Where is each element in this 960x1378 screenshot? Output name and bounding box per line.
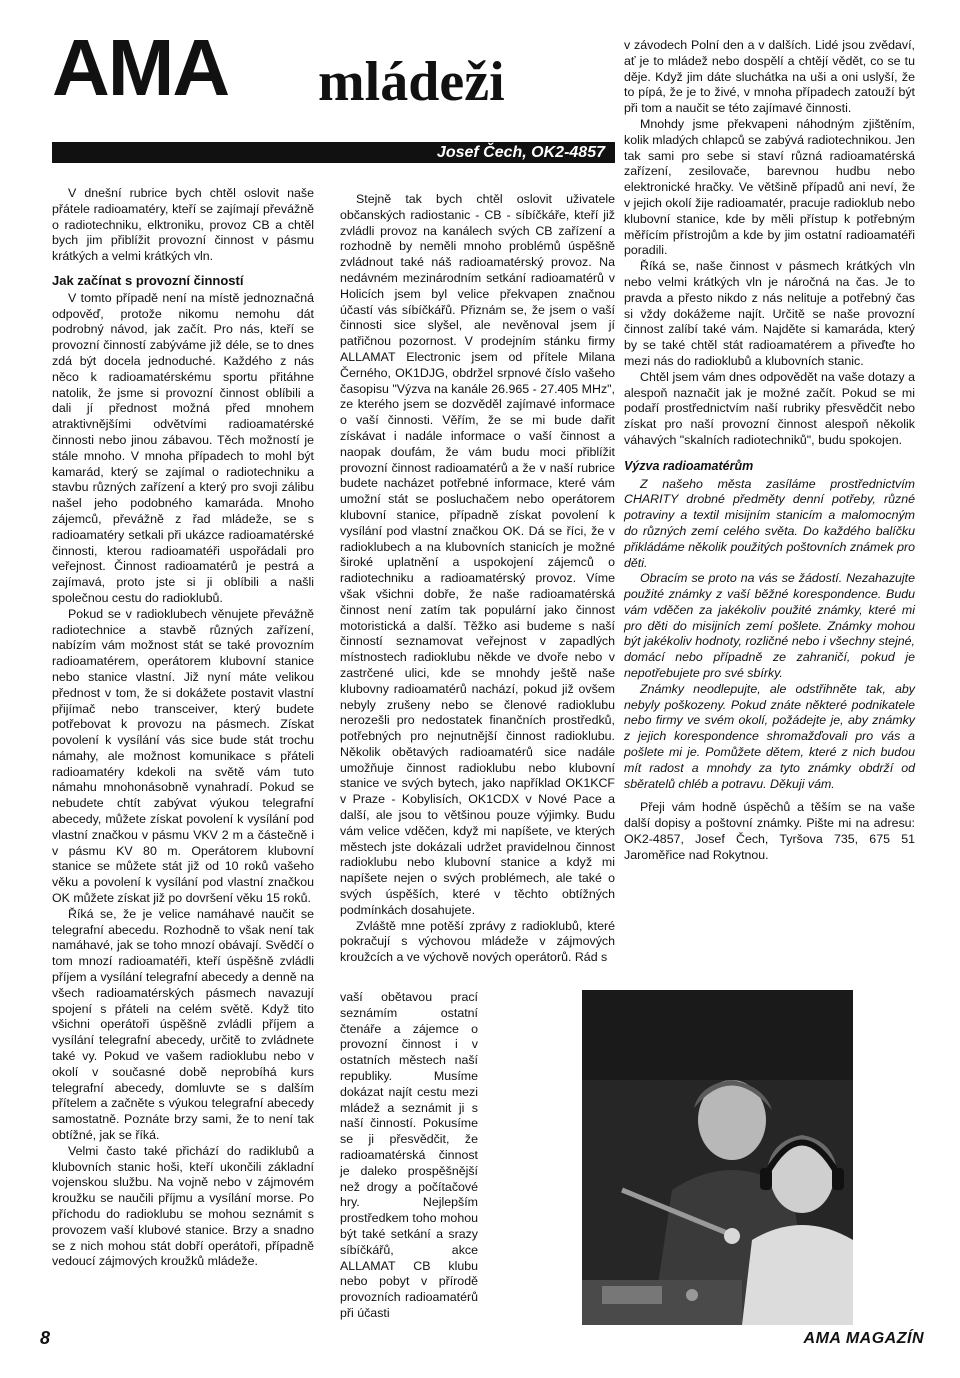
paragraph: v závodech Polní den a v dalších. Lidé jsou zvědaví, ať je to mládež nebo dospělí a chtějí vědět, co se tu děje. Když jim dáte sluchátka na uši a oni uslyší, že to pípá, že je to živé, v mnoha případech zatouží být při tom a naučit se této zajímavé činnosti. bbox=[624, 38, 915, 116]
column-3 bbox=[624, 38, 915, 864]
paragraph: Mnohdy jsme překvapeni náhodným zjištěním, kolik mladých chlapců se zabývá radiotechnikou. Jen tak sami pro sebe si staví různá radioamatérská zařízení, zesilovače, barevnou hudbu nebo elektronické hračky. Ve většině případů ani neví, že v jejich okolí žije radioamatér, pracuje radioklub nebo klubovní stanice, kde by měli přístup k potřebným měřícím přístrojům a kde by jim ostatní radioamatéři poradili. bbox=[624, 116, 915, 258]
paragraph: Říká se, že je velice namáhavé naučit se telegrafní abecedu. Rozhodně to však není tak namáhavé, jak se toho mnozí obávají. Svědčí o tom mnozí radioamatéři, kteří úspěšně zvládli příjem a vysílání telegrafní abecedy a denně na všech radioamatérských pásmech navazují spojení s přáteli na celém světě. Když tito všichni operátoři úspěšně zvládli příjem a vysílání telegrafní abecedy, určitě to zvládnete také vy. Pokud ve vašem radioklubu nebo v okolí v současné době neprobíhá kurs telegrafní abecedy, domluvte se s dalším přítelem a začněte s výukou telegrafní abecedy samostatně. Poznáte brzy sami, že to není tak obtížné, jak se říká. bbox=[52, 906, 314, 1143]
section-heading: Jak začínat s provozní činností bbox=[52, 272, 244, 288]
closing-paragraph: Přeji vám hodně úspěchů a těším se na vaše další dopisy a poštovní známky. Pište mi na adresu: OK2-4857, Josef Čech, Tyršova 735, 675 51 Jaroměřice nad Rokytnou. bbox=[624, 800, 915, 862]
appeal-heading: Výzva radioamatérům bbox=[624, 458, 754, 473]
paragraph: Zvláště mne potěší zprávy z radioklubů, které pokračují s výchovou mládeže v zájmových kroužcích a ve výchově nových operátorů. Rád s bbox=[340, 918, 615, 965]
paragraph: Stejně tak bych chtěl oslovit uživatele občanských radiostanic - CB - síbíčkáře, kteří již zvládli provoz na kanálech svých CB zařízení a rozhodně by neměli mnoho problémů úspěšně zvládnout také náš radioamatérský provoz. Na nedávném mezinárodním setkání radioamatérů v Holicích jsem byl velice překvapen značnou účastí vás síbíčkářů. Přiznám se, že jsem o vaší činnosti sice slyšel, ale nevěnoval jsem jí patřičnou pozornost. V prodejním stánku firmy ALLAMAT Electronic jsem od přítele Milana Černého, OK1DJG, obdržel srpnové číslo vašeho časopisu "Výzva na kanále 26.965 - 27.405 MHz", ze kterého jsem se dozvěděl zajímavé informace o vaší činnosti. Věřím, že se mi bude dařit získávat i nadále informace o vaší činnost a naopak doufám, že vám budu moci přiblížit provozní činnost radioamatérů a že v naší rubrice budete nacházet potřebné informace, které vám umožní stát se posluchačem nebo operátorem klubovní stanice, případně získat povolení k vysílání pod vlastní značkou OK. Dá se říci, že v radioklubech a na klubovních stanicích je možné široké uplatnění a uspokojení zájemců o radiotechniku a radioamatérský provoz. Víme však všichni dobře, že naše radioamatérská činnost není zatím tak populární jako činnost motoristická a další. Těžko asi budeme s naší činností seznamovat veřejnost v zapadlých místnostech radioklubu někde ve dvoře nebo v zastrčené ulici, kde se mnohdy ještě naše klubovny radioamatérů nachází, pokud již ovšem nebyly zrušeny nebo se členové radioklubu nerozešli pro nedostatek finančních prostředků, potřebných pro nejnutnější činnost radioklubu. Několik obětavých radioamatérů sice nadále umožňuje činnost radioklubu nebo klubovní stanice ve svých bytech, jako například OK1KCF v Praze - Kobylisích, OK1CDX v Nové Pace a další, ale jsou to většinou pouze výjimky. Budu vám velice vděčen, když mi napíšete, ve kterých městech jste dokázali udržet pravidelnou činnost radioklubu nebo klubovní stanice a když mi napíšete nejen o svých problémech, ale také o svých úspěších, které v těchto obtížných podmínkách dosahujete. bbox=[340, 192, 615, 917]
logo-ama: AMA bbox=[52, 23, 229, 112]
intro-paragraph: V dnešní rubrice bych chtěl oslovit naše přátele radioamatéry, kteří se zajímají převážně o radiotechniku, elktroniku, provoz CB a chtěl bych jim přiblížit provozní činnost v pásmu krátkých a velmi krátkých vln. bbox=[52, 186, 314, 264]
paragraph: Říká se, naše činnost v pásmech krátkých vln nebo velmi krátkých vln je náročná na čas. Je to pravda a přesto nikdo z nás nelituje a potřebný čas si vždy dokážeme najít. Určitě se naše provozní činnost zalíbí také vám. Najděte si kamaráda, který by se také chtěl stát radioamatérem a přiveďte ho mezi nás do radioklubů a klubovních stanic. bbox=[624, 259, 915, 368]
appeal-paragraph: Známky neodlepujte, ale odstřihněte tak, aby nebyly poškozeny. Pokud znáte některé podnikatele nebo firmy ve svém okolí, požádejte je, aby známky z jejich korespondence shromažďovali pro vás a pošlete mi je. Pomůžete dětem, které z nich budou mít radost a mnohdy za tyto známky obdrží od sběratelů chléb a potravu. Děkuji vám. bbox=[624, 681, 915, 791]
appeal-paragraph: Z našeho města zasíláme prostřednictvím CHARITY drobné předměty denní potřeby, různé potraviny a textil misijním stanicím a malomocným do různých zemí celého světa. Do každého balíčku přikládáme několik použitých poštovních známek pro děti. bbox=[624, 476, 915, 570]
author-bar bbox=[52, 142, 615, 163]
column-2-narrow bbox=[340, 990, 478, 1322]
magazine-name: AMA MAGAZÍN bbox=[803, 1330, 924, 1347]
paragraph: Chtěl jsem vám dnes odpovědět na vaše dotazy a alespoň naznačit jak je možné začít. Pokud se mi podaří prostřednictvím naší rubriky přesvědčit nebo získat pro naší provozní činnost alespoň několik váhavých "skalních radiotechniků", budu spokojen. bbox=[624, 369, 915, 447]
author-name: Josef Čech, OK2-4857 bbox=[436, 144, 605, 161]
appeal-paragraph: Obracím se proto na vás se žádostí. Nezahazujte použité známky z vaší běžné korespondence. Budu vám vděčen za jakékoliv použité známky, které mi pro děti do misijních zemí pošlete. Známky mohou být jakékoliv hodnoty, rozličné nebo i všechny stejné, domácí nebo případně ze zahraničí, pokud je nepotřebujete pro své sbírky. bbox=[624, 571, 915, 681]
paragraph: Velmi často také přichází do radiklubů a klubovních stanic hoši, kteří ukončili základní vojenskou službu. Na vojně nebo v zájmovém kroužku se naučili příjmu a vysílání morse. Po příchodu do radioklubu se mohou seznámit s provozem vaší klubové stanice. Brzy a snadno se z nich mohou stát dobří operátoři, případně vedoucí zájmových kroužků mládeže. bbox=[52, 1143, 314, 1269]
column-1 bbox=[52, 186, 314, 1270]
column-2 bbox=[340, 192, 615, 966]
photo-boys-at-radio bbox=[582, 990, 853, 1325]
section-title: mládeži bbox=[318, 51, 505, 113]
page-number: 8 bbox=[40, 1328, 51, 1348]
paragraph: Pokud se v radioklubech věnujete převážně radiotechnice a stavbě různých zařízení, nabízím vám možnost stát se také provozním radioamatérem, operátorem klubovní stanice nebo stanice vlastní. Již nyní máte velikou přednost v tom, že si dokážete postavit vlastní přijímač nebo transceiver, který budete potřebovat k provozu na pásmech. Získat povolení k vysílání vás sice bude stát trochu námahy, ale možnost komunikace s přáteli radioamatéry kdekoli na světě vám tuto námahu mnohonásobně vynahradí. Pokud se nebudete chtít zabývat výukou telegrafní abecedy, můžete získat povolení k vysílání pod vlastní značkou v pásmu VKV 2 m a částečně i v pásmu KV 80 m. Operátorem klubovní stanice se můžete stát již od 10 roků vašeho věku a povolení k vysílání pod vlastní značkou OK můžete získat již po dovršení věku 15 roků. bbox=[52, 606, 314, 906]
photo-illustration bbox=[582, 990, 853, 1325]
paragraph: V tomto případě není na místě jednoznačná odpověď, protože nikomu nemohu dát podrobný návod, jak začít. Pro nás, kteří se provozní činností zabýváme již déle, se to dnes zdá být docela jednoduché. Každého z nás něco k radioamatérskému sportu přitáhne natolik, že jsme si provozní činnost oblíbili a dali jí přednost možná před mnohem atraktivnějšími odvětvími radioamatérské činnosti nebo jinou zábavou. Těch možností je stále mnoho. V mnoha případech to mohl být kamarád, který se zajímal o radiotechniku a stavbu různých zařízení a který pro svoji zálibu našel jeho podobného kamaráda. Mnoho zájemců, převážně z řad mládeže, se s radioamatéry setkali při ukázce radioamatérské činnosti, kterou radioamatéři uspořádali pro veřejnost. Činnost radioamatérů je pestrá a zajímavá, proto jste si ji oblíbili a našli společnou cestu do radioklubů. bbox=[52, 290, 314, 605]
paragraph: vaší obětavou prací seznámím ostatní čtenáře a zájemce o provozní činnost i v ostatních městech naší republiky. Musíme dokázat najít cestu mezi mládež a seznámit ji s naší činností. Pokusíme se ji přesvědčit, že radioamatérská činnost je daleko prospěšnější než drogy a počítačové hry. Nejlepším prostředkem toho mohou být také setkání a srazy síbíčkářů, akce ALLAMAT CB klubu nebo pobyt v přírodě provozních radioamatérů při účasti bbox=[340, 990, 478, 1320]
